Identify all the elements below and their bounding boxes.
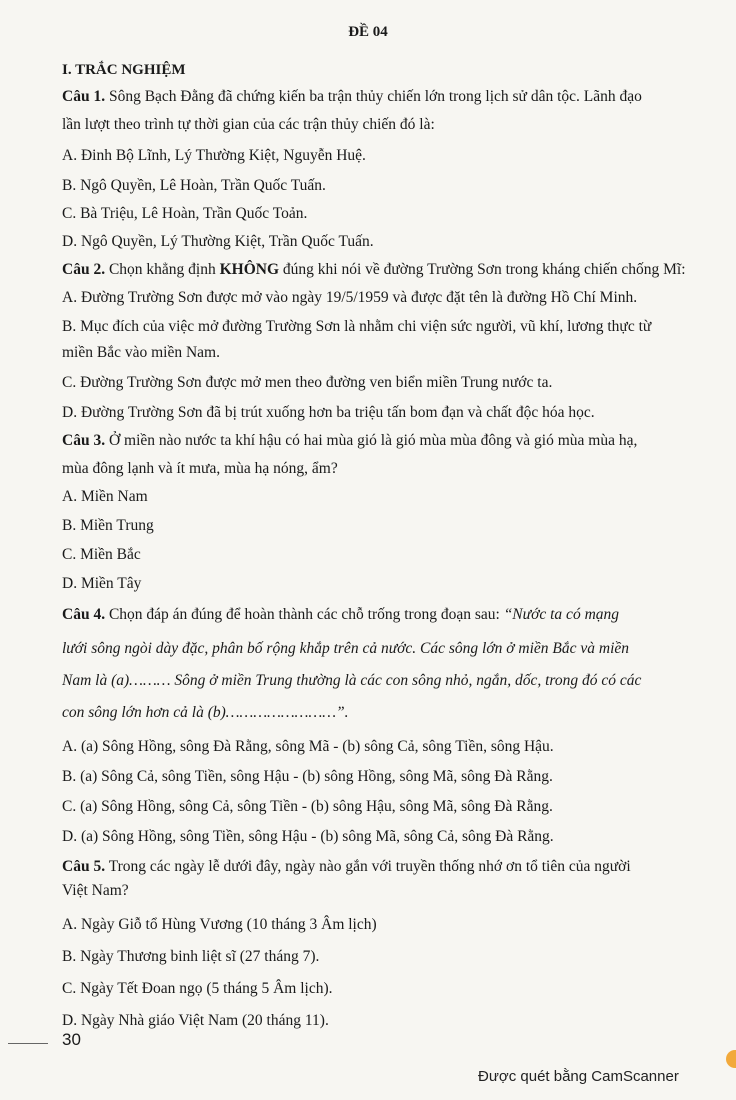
page-number: 30	[62, 1030, 81, 1049]
q4-quote-line-4: con sông lớn hơn cả là (b)……………………”.	[62, 704, 349, 721]
q3-stem-line-2: mùa đông lạnh và ít mưa, mùa hạ nóng, ẩm?	[62, 460, 338, 477]
section-heading: I. TRẮC NGHIỆM	[62, 62, 186, 78]
q1-option-d: D. Ngô Quyền, Lý Thường Kiệt, Trần Quốc Tuấn.	[62, 233, 374, 250]
q3-option-c: C. Miền Bắc	[62, 546, 141, 563]
q5-option-a: A. Ngày Giỗ tổ Hùng Vương (10 tháng 3 Âm lịch)	[62, 916, 377, 933]
q4-label: Câu 4.	[62, 606, 106, 623]
q4-quote-line-3: Nam là (a)……… Sông ở miền Trung thường là các con sông nhỏ, ngắn, dốc, trong đó có các	[62, 672, 642, 689]
q3-option-a: A. Miền Nam	[62, 488, 148, 505]
q2-option-b: B. Mục đích của việc mở đường Trường Sơn là nhằm chi viện sức người, vũ khí, lương thực từ	[62, 318, 652, 335]
q3-stem-line-1: Câu 3. Ở miền nào nước ta khí hậu có hai mùa gió là gió mùa mùa đông và gió mùa mùa hạ,	[62, 432, 638, 449]
exam-title: ĐỀ 04	[348, 24, 388, 40]
q2-stem: Câu 2. Chọn khẳng định KHÔNG đúng khi nói về đường Trường Sơn trong kháng chiến chống Mĩ:	[62, 261, 686, 278]
q1-option-c: C. Bà Triệu, Lê Hoàn, Trần Quốc Toản.	[62, 205, 308, 222]
q1-stem-line-2: lần lượt theo trình tự thời gian của các trận thủy chiến đó là:	[62, 116, 435, 133]
q1-option-a: A. Đinh Bộ Lĩnh, Lý Thường Kiệt, Nguyễn Huệ.	[62, 147, 366, 164]
q5-option-b: B. Ngày Thương binh liệt sĩ (27 tháng 7).	[62, 948, 320, 965]
q5-stem-line-2: Việt Nam?	[62, 882, 129, 899]
q1-option-b: B. Ngô Quyền, Lê Hoàn, Trần Quốc Tuấn.	[62, 177, 326, 194]
q1-stem-line-1: Câu 1. Sông Bạch Đằng đã chứng kiến ba trận thủy chiến lớn trong lịch sử dân tộc. Lãnh đạo	[62, 88, 642, 105]
q5-option-d: D. Ngày Nhà giáo Việt Nam (20 tháng 11).	[62, 1012, 329, 1029]
q4-option-b: B. (a) Sông Cả, sông Tiền, sông Hậu - (b) sông Hồng, sông Mã, sông Đà Rằng.	[62, 768, 553, 785]
q3-option-b: B. Miền Trung	[62, 517, 154, 534]
q3-label: Câu 3.	[62, 432, 106, 449]
q2-option-a: A. Đường Trường Sơn được mở vào ngày 19/5/1959 và được đặt tên là đường Hồ Chí Minh.	[62, 289, 638, 306]
q5-option-c: C. Ngày Tết Đoan ngọ (5 tháng 5 Âm lịch).	[62, 980, 333, 997]
q5-label: Câu 5.	[62, 858, 106, 875]
q4-stem-line-1: Câu 4. Chọn đáp án đúng để hoàn thành các chỗ trống trong đoạn sau: “Nước ta có mạng	[62, 606, 620, 623]
q2-option-b-cont: miền Bắc vào miền Nam.	[62, 344, 220, 361]
q4-option-c: C. (a) Sông Hồng, sông Cả, sông Tiền - (b) sông Hậu, sông Mã, sông Đà Rằng.	[62, 798, 553, 815]
q4-quote-line-2: lưới sông ngòi dày đặc, phân bố rộng khắp trên cả nước. Các sông lớn ở miền Bắc và miền	[62, 640, 630, 657]
q4-option-a: A. (a) Sông Hồng, sông Đà Rằng, sông Mã - (b) sông Cả, sông Tiền, sông Hậu.	[62, 738, 554, 755]
q1-label: Câu 1.	[62, 88, 106, 105]
q4-option-d: D. (a) Sông Hồng, sông Tiền, sông Hậu - (b) sông Mã, sông Cả, sông Đà Rằng.	[62, 828, 554, 845]
q5-stem-line-1: Câu 5. Trong các ngày lễ dưới đây, ngày nào gắn với truyền thống nhớ ơn tổ tiên của người	[62, 858, 631, 875]
scanner-watermark: Được quét bằng CamScanner	[478, 1068, 679, 1085]
q2-option-d: D. Đường Trường Sơn đã bị trút xuống hơn ba triệu tấn bom đạn và chất độc hóa học.	[62, 404, 595, 421]
q2-option-c: C. Đường Trường Sơn được mở men theo đường ven biển miền Trung nước ta.	[62, 374, 553, 391]
q3-option-d: D. Miền Tây	[62, 575, 142, 592]
footer-divider	[8, 1043, 48, 1044]
q2-label: Câu 2.	[62, 261, 106, 278]
scanner-badge-icon	[726, 1050, 736, 1068]
